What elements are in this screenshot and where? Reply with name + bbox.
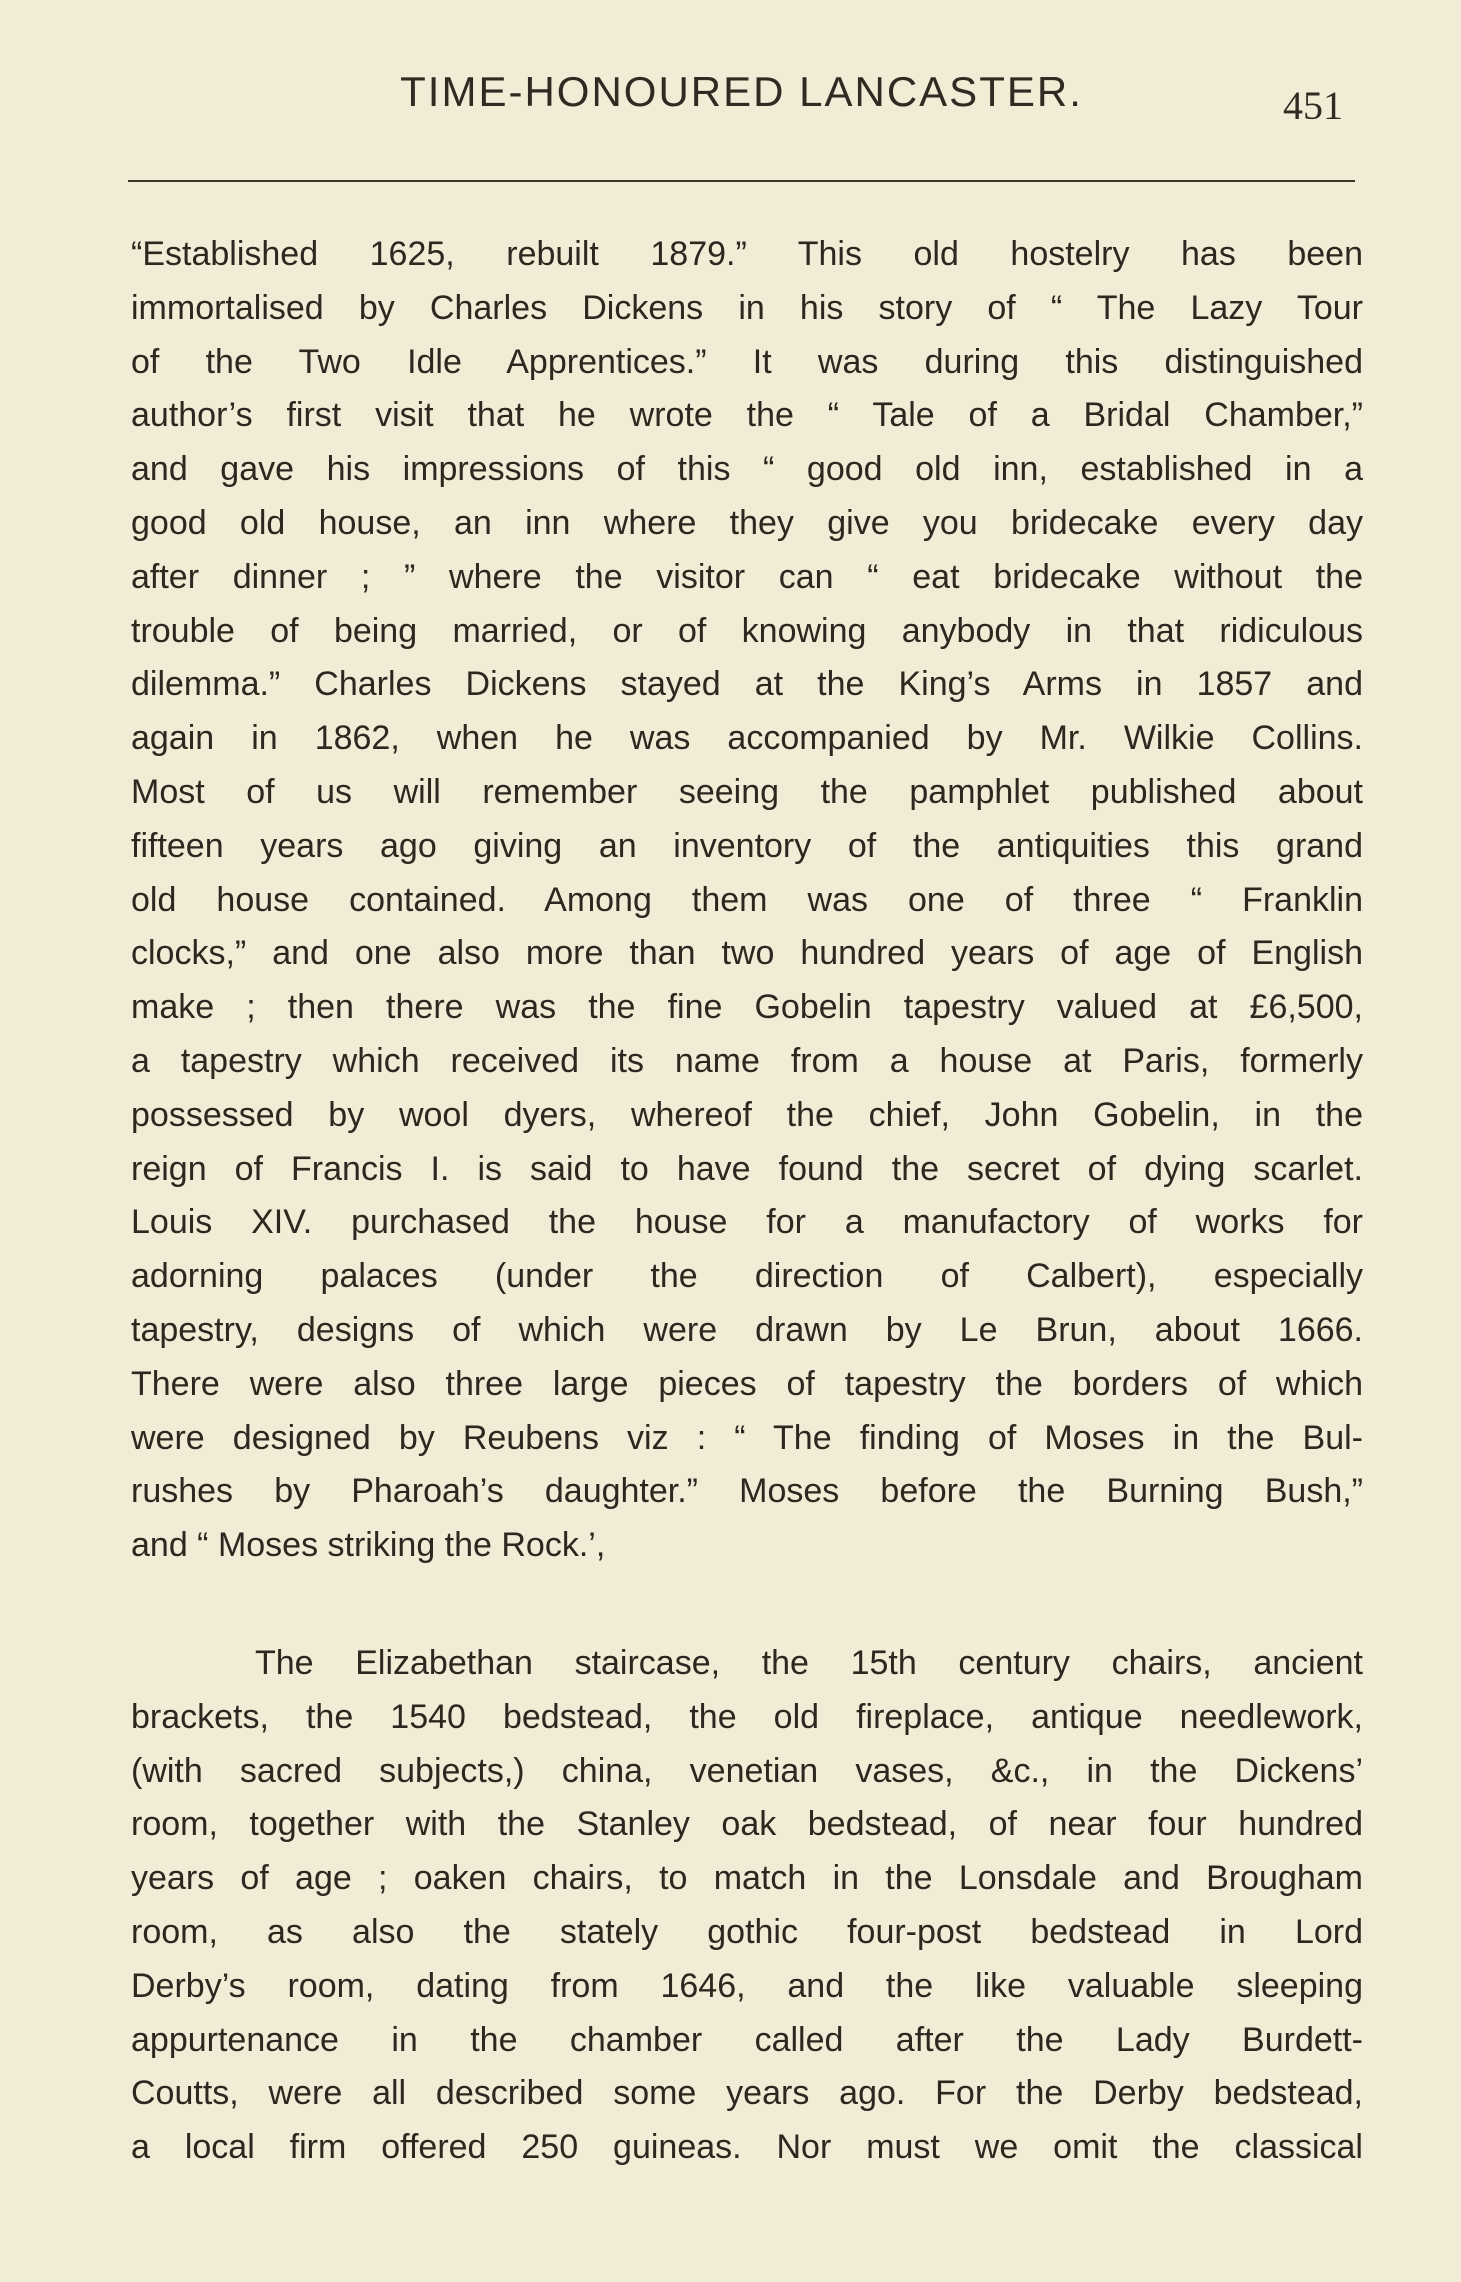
text-line: were designed by Reubens viz : “ The finding of Moses in the Bul- [131, 1418, 1363, 1457]
header-rule [128, 180, 1355, 182]
text-line: tapestry, designs of which were drawn by Le Brun, about 1666. [131, 1310, 1363, 1349]
text-line: room, as also the stately gothic four-post bedstead in Lord [131, 1912, 1363, 1951]
text-line: Most of us will remember seeing the pamphlet published about [131, 772, 1363, 811]
text-line: The Elizabethan staircase, the 15th century chairs, ancient [255, 1644, 1363, 1682]
text-line: fifteen years ago giving an inventory of the antiquities this grand [131, 826, 1363, 865]
text-line: again in 1862, when he was accompanied by Mr. Wilkie Collins. [131, 719, 1363, 758]
text-line: There were also three large pieces of tapestry the borders of which [131, 1364, 1363, 1403]
text-line: possessed by wool dyers, whereof the chief, John Gobelin, in the [131, 1095, 1363, 1134]
text-line: brackets, the 1540 bedstead, the old fireplace, antique needlework, [131, 1697, 1363, 1736]
running-head [128, 68, 1355, 128]
text-line: adorning palaces (under the direction of Calbert), especially [131, 1257, 1363, 1296]
text-line: (with sacred subjects,) china, venetian vases, &c., in the Dickens’ [131, 1751, 1363, 1790]
text-line: a tapestry which received its name from a house at Paris, formerly [131, 1041, 1363, 1080]
page-number: 451 [1283, 83, 1343, 128]
text-line: a local firm offered 250 guineas. Nor must we omit the classical [131, 2128, 1363, 2167]
text-line: after dinner ; ” where the visitor can “ eat bridecake without the [131, 557, 1363, 596]
text-line: reign of Francis I. is said to have found the secret of dying scarlet. [131, 1149, 1363, 1188]
text-line: good old house, an inn where they give you bridecake every day [131, 503, 1363, 542]
text-line: immortalised by Charles Dickens in his story of “ The Lazy Tour [131, 288, 1363, 327]
paragraph-2 [131, 1637, 1363, 2175]
text-line: and gave his impressions of this “ good old inn, established in a [131, 450, 1363, 489]
paragraph-1 [131, 228, 1363, 1573]
text-line: author’s first visit that he wrote the “ Tale of a Bridal Chamber,” [131, 396, 1363, 435]
text-line: appurtenance in the chamber called after the Lady Burdett- [131, 2020, 1363, 2059]
text-line: Louis XIV. purchased the house for a manufactory of works for [131, 1203, 1363, 1242]
text-line: of the Two Idle Apprentices.” It was during this distinguished [131, 342, 1363, 381]
running-title: TIME-HONOURED LANCASTER. [400, 68, 1083, 115]
text-line: years of age ; oaken chairs, to match in the Lonsdale and Brougham [131, 1859, 1363, 1898]
text-line: trouble of being married, or of knowing anybody in that ridiculous [131, 611, 1363, 650]
text-line: old house contained. Among them was one of three “ Franklin [131, 880, 1363, 919]
text-line: make ; then there was the fine Gobelin tapestry valued at £6,500, [131, 988, 1363, 1027]
text-line: room, together with the Stanley oak bedstead, of near four hundred [131, 1805, 1363, 1844]
text-line: Derby’s room, dating from 1646, and the like valuable sleeping [131, 1966, 1363, 2005]
text-line: clocks,” and one also more than two hundred years of age of English [131, 934, 1363, 973]
text-line: “Established 1625, rebuilt 1879.” This old hostelry has been [131, 235, 1363, 273]
text-line: dilemma.” Charles Dickens stayed at the King’s Arms in 1857 and [131, 665, 1363, 704]
text-line: Coutts, were all described some years ago. For the Derby bedstead, [131, 2074, 1363, 2113]
text-line: rushes by Pharoah’s daughter.” Moses before the Burning Bush,” [131, 1472, 1363, 1511]
text-line: and “ Moses striking the Rock.’, [131, 1526, 606, 1565]
